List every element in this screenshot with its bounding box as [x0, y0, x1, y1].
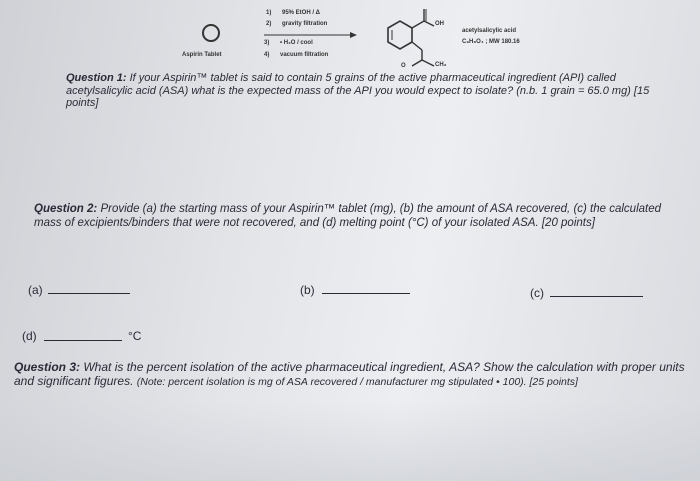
ch3-label: CH₃ [435, 62, 447, 68]
question-3 [14, 360, 686, 389]
reaction-scheme [170, 6, 570, 72]
step-4-number: 4) [264, 52, 270, 58]
o-label: O [401, 63, 406, 69]
page-shadow [0, 401, 700, 481]
step-1-text: 95% EtOH / Δ [282, 10, 320, 16]
step-3-number: 3) [264, 40, 270, 46]
step-2-text: gravity filtration [282, 21, 328, 27]
question-1 [66, 72, 656, 110]
step-1-number: 1) [266, 10, 272, 16]
step-4-text: vacuum filtration [280, 52, 329, 58]
question-3-text: What is the percent isolation of the active pharmaceutical ingredient, ASA? Show the calculation with proper units and significant figures. [14, 360, 685, 388]
answer-a-field[interactable] [48, 293, 130, 294]
oh-label: OH [435, 21, 444, 27]
product-formula: C₉H₈O₄ ; MW 180.16 [462, 39, 520, 45]
answer-b-field[interactable] [322, 293, 410, 294]
product-name: acetylsalicylic acid [462, 28, 517, 34]
tablet-icon [200, 22, 222, 44]
question-2 [34, 203, 669, 230]
answer-a-label: (a) [28, 283, 43, 297]
tablet-label: Aspirin Tablet [182, 52, 222, 58]
answer-d-label: (d) [22, 329, 37, 343]
reaction-arrow [264, 31, 359, 39]
question-2-label: Question 2: [34, 203, 98, 215]
answer-b-label: (b) [300, 283, 315, 297]
question-3-note: (Note: percent isolation is mg of ASA recovered / manufacturer mg stipulated • 100). [25 points] [136, 376, 578, 388]
answer-c-field[interactable] [550, 296, 643, 297]
answer-d-unit: °C [128, 329, 142, 343]
question-2-text: Provide (a) the starting mass of your Aspirin™ tablet (mg), (b) the amount of ASA recovered, (c) the calculated mass of excipients/binders that were not recovered, and (d) melting point (°C) of your isolated ASA. [20 points] [34, 203, 662, 229]
answer-c-label: (c) [530, 286, 544, 300]
answer-d-field[interactable] [44, 340, 122, 341]
question-3-label: Question 3: [14, 360, 81, 374]
step-3-text: • H₂O / cool [280, 40, 313, 46]
step-2-number: 2) [266, 21, 272, 27]
question-1-text: If your Aspirin™ tablet is said to contain 5 grains of the active pharmaceutical ingredient (API) called acetylsalicylic acid (ASA) what is the expected mass of the API you would expect to isolate? (n.b. 1 grain = 65.0 mg) [15 points] [66, 72, 650, 109]
question-1-label: Question 1: [66, 72, 127, 84]
